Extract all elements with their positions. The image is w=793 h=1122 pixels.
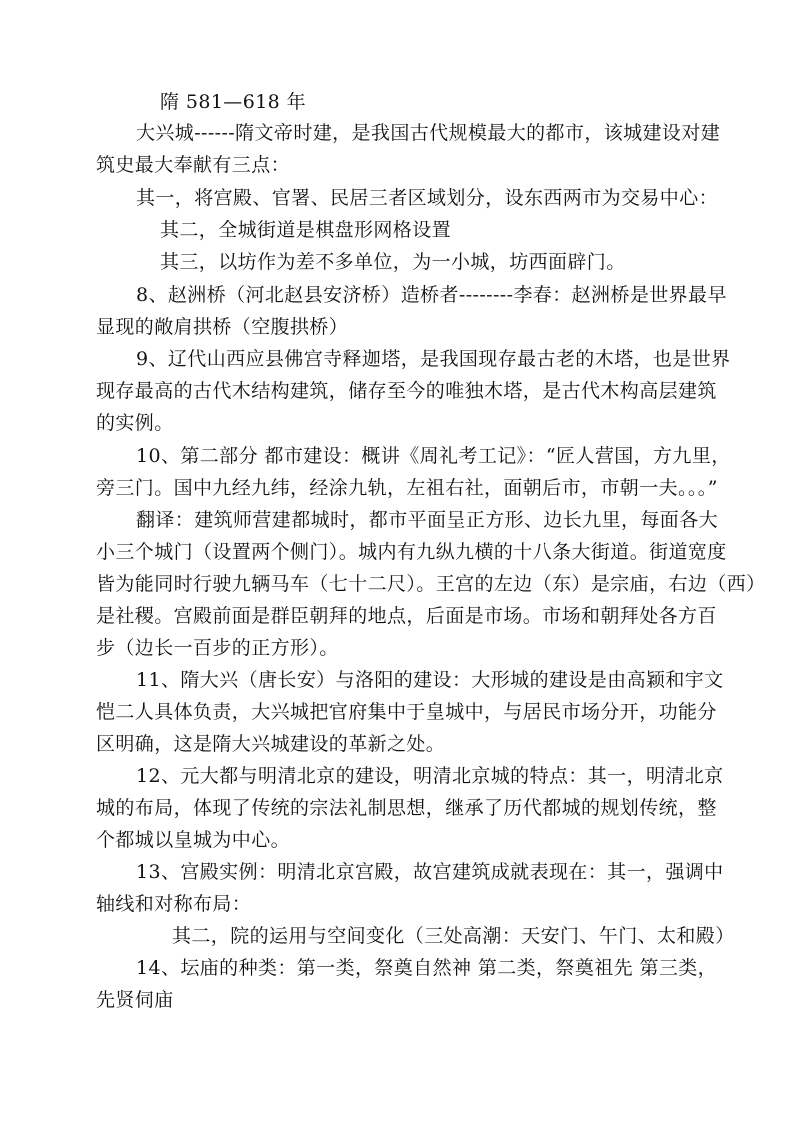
- paragraph-line: 9、辽代山西应县佛宫寺释迦塔，是我国现存最古老的木塔，也是世界: [136, 348, 731, 370]
- paragraph-line: 的实例。: [96, 412, 174, 434]
- paragraph-line: 其二，院的运用与空间变化（三处高潮：天安门、午门、太和殿）: [172, 925, 735, 947]
- paragraph-line: 8、赵洲桥（河北赵县安济桥）造桥者--------李春：赵洲桥是世界最早: [136, 284, 727, 306]
- paragraph-line: 筑史最大奉献有三点：: [96, 154, 291, 176]
- paragraph-line: 大兴城------隋文帝时建，是我国古代规模最大的都市，该城建设对建: [136, 122, 721, 144]
- paragraph-line: 恺二人具体负责，大兴城把官府集中于皇城中，与居民市场分开，功能分: [96, 701, 717, 723]
- paragraph-line: 是社稷。宫殿前面是群臣朝拜的地点，后面是市场。市场和朝拜处各方百: [96, 605, 717, 627]
- paragraph-line: 轴线和对称布局：: [96, 893, 252, 915]
- paragraph-line: 皆为能同时行驶九辆马车（七十二尺）。王宫的左边（东）是宗庙，右边（西）: [96, 573, 766, 595]
- paragraph-line: 其一，将宫殿、官署、民居三者区域划分，设东西两市为交易中心：: [136, 187, 719, 209]
- paragraph-line: 现存最高的古代木结构建筑，储存至今的唯独木塔，是古代木构高层建筑: [96, 380, 717, 402]
- paragraph-line: 个都城以皇城为中心。: [96, 829, 291, 851]
- paragraph-line: 步（边长一百步的正方形）。: [96, 637, 339, 659]
- paragraph-line: 10、第二部分 都市建设：概讲《周礼考工记》：“匠人营国，方九里，: [136, 445, 731, 467]
- paragraph-line: 11、隋大兴（唐长安）与洛阳的建设：大形城的建设是由高颖和宇文: [136, 669, 724, 691]
- paragraph-line: 小三个城门（设置两个侧门）。城内有九纵九横的十八条大街道。街道宽度: [96, 541, 727, 563]
- paragraph-line: 其三，以坊作为差不多单位，为一小城，坊西面辟门。: [160, 251, 626, 273]
- paragraph-line: 14、坛庙的种类：第一类，祭奠自然神 第二类，祭奠祖先 第三类，: [136, 957, 718, 979]
- paragraph-line: 13、宫殿实例：明清北京宫殿，故宫建筑成就表现在：其一，强调中: [136, 861, 724, 883]
- paragraph-line: 显现的敞肩拱桥（空腹拱桥）: [96, 316, 349, 338]
- paragraph-line: 旁三门。国中九经九纬，经涂九轨，左祖右社，面朝后市，市朝一夫。。。”: [96, 477, 718, 499]
- section-heading-sui: 隋 581—618 年: [160, 91, 307, 113]
- paragraph-line: 其二，全城街道是棋盘形网格设置: [160, 219, 452, 241]
- paragraph-line: 12、元大都与明清北京的建设，明清北京城的特点：其一，明清北京: [136, 765, 724, 787]
- paragraph-line: 翻译：建筑师营建都城时，都市平面呈正方形、边长九里，每面各大: [136, 509, 719, 531]
- paragraph-line: 城的布局，体现了传统的宗法礼制思想，继承了历代都城的规划传统，整: [96, 797, 717, 819]
- paragraph-line: 区明确，这是隋大兴城建设的革新之处。: [96, 733, 446, 755]
- paragraph-line: 先贤伺庙: [96, 989, 174, 1011]
